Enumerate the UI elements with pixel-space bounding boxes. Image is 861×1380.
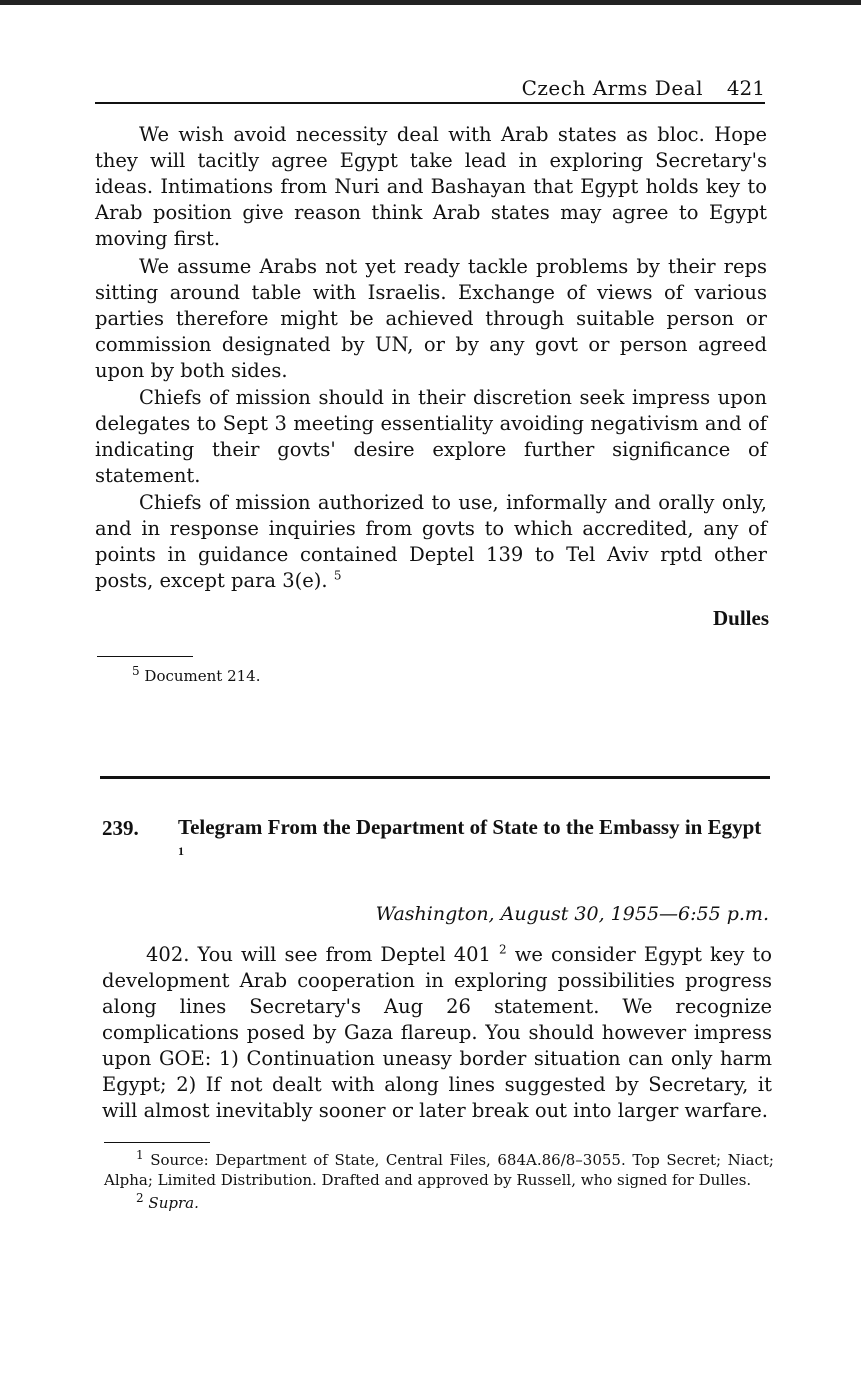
telegram-body — [102, 942, 772, 1124]
section-divider — [100, 776, 770, 779]
running-header-title: Czech Arms Deal — [521, 76, 703, 100]
footnote-ref: 2 — [499, 942, 507, 957]
footnote-divider — [104, 1142, 210, 1143]
body-paragraph — [95, 490, 767, 594]
running-header — [95, 76, 765, 104]
document-number: 239. — [102, 816, 139, 840]
footnote-text: Supra. — [148, 1194, 199, 1212]
body-paragraph: We wish avoid necessity deal with Arab states as bloc. Hope they will tacitly agree Egypt take lead in exploring Secretary's ideas. Intimations from Nuri and Bashayan that Egypt holds key to Arab position give reason think Arab states may agree to Egypt moving first. — [95, 123, 767, 250]
body-paragraph: Chiefs of mission should in their discretion seek impress upon delegates to Sept 3 meeting essentiality avoiding negativism and of indicating their govts' desire explore further significance of statement. — [95, 386, 767, 487]
footnote-text: Source: Department of State, Central Files, 684A.86/8–3055. Top Secret; Niact; Alpha; Limited Distribution. Drafted and approved by Russell, who signed for Dulles. — [104, 1151, 774, 1189]
page-top-edge — [0, 0, 861, 5]
page-number: 421 — [726, 76, 765, 100]
footnote-divider — [97, 656, 193, 657]
body-paragraph-text: Chiefs of mission authorized to use, informally and orally only, and in response inquiries from govts to which accredited, any of points in guidance contained Deptel 139 to Tel Aviv rptd other posts, except para 3(e). — [95, 491, 767, 592]
document-title — [178, 813, 768, 871]
footnote-marker: 1 — [136, 1148, 144, 1162]
footnote — [104, 1150, 774, 1190]
footnote-ref: 1 — [178, 844, 184, 858]
body-paragraph: We assume Arabs not yet ready tackle problems by their reps sitting around table with Israelis. Exchange of views of various parties therefore might be achieved through suitable person or commission designated by UN, or by any govt or person agreed upon by both sides. — [95, 255, 767, 382]
footnote-marker: 2 — [136, 1191, 144, 1205]
telegram-body-start: 402. You will see from Deptel 401 — [146, 943, 491, 966]
telegram-body-rest: we consider Egypt key to development Arab cooperation in exploring possibilities progress along lines Secretary's Aug 26 statement. We recognize complications posed by Gaza flareup. You should however impress upon GOE: 1) Continuation uneasy border situation can only harm Egypt; 2) If not dealt with along lines suggested by Secretary, it will almost inevitably sooner or later break out into larger warfare. — [102, 943, 772, 1122]
footnote-text: Document 214. — [144, 667, 261, 685]
document-title-text: Telegram From the Department of State to the Embassy in Egypt — [178, 815, 762, 839]
dateline: Washington, August 30, 1955—6:55 p.m. — [375, 903, 769, 925]
footnote — [132, 666, 261, 686]
signature: Dulles — [712, 606, 769, 630]
footnote — [136, 1193, 199, 1213]
footnote-marker: 5 — [132, 664, 140, 678]
footnote-ref: 5 — [333, 568, 342, 583]
